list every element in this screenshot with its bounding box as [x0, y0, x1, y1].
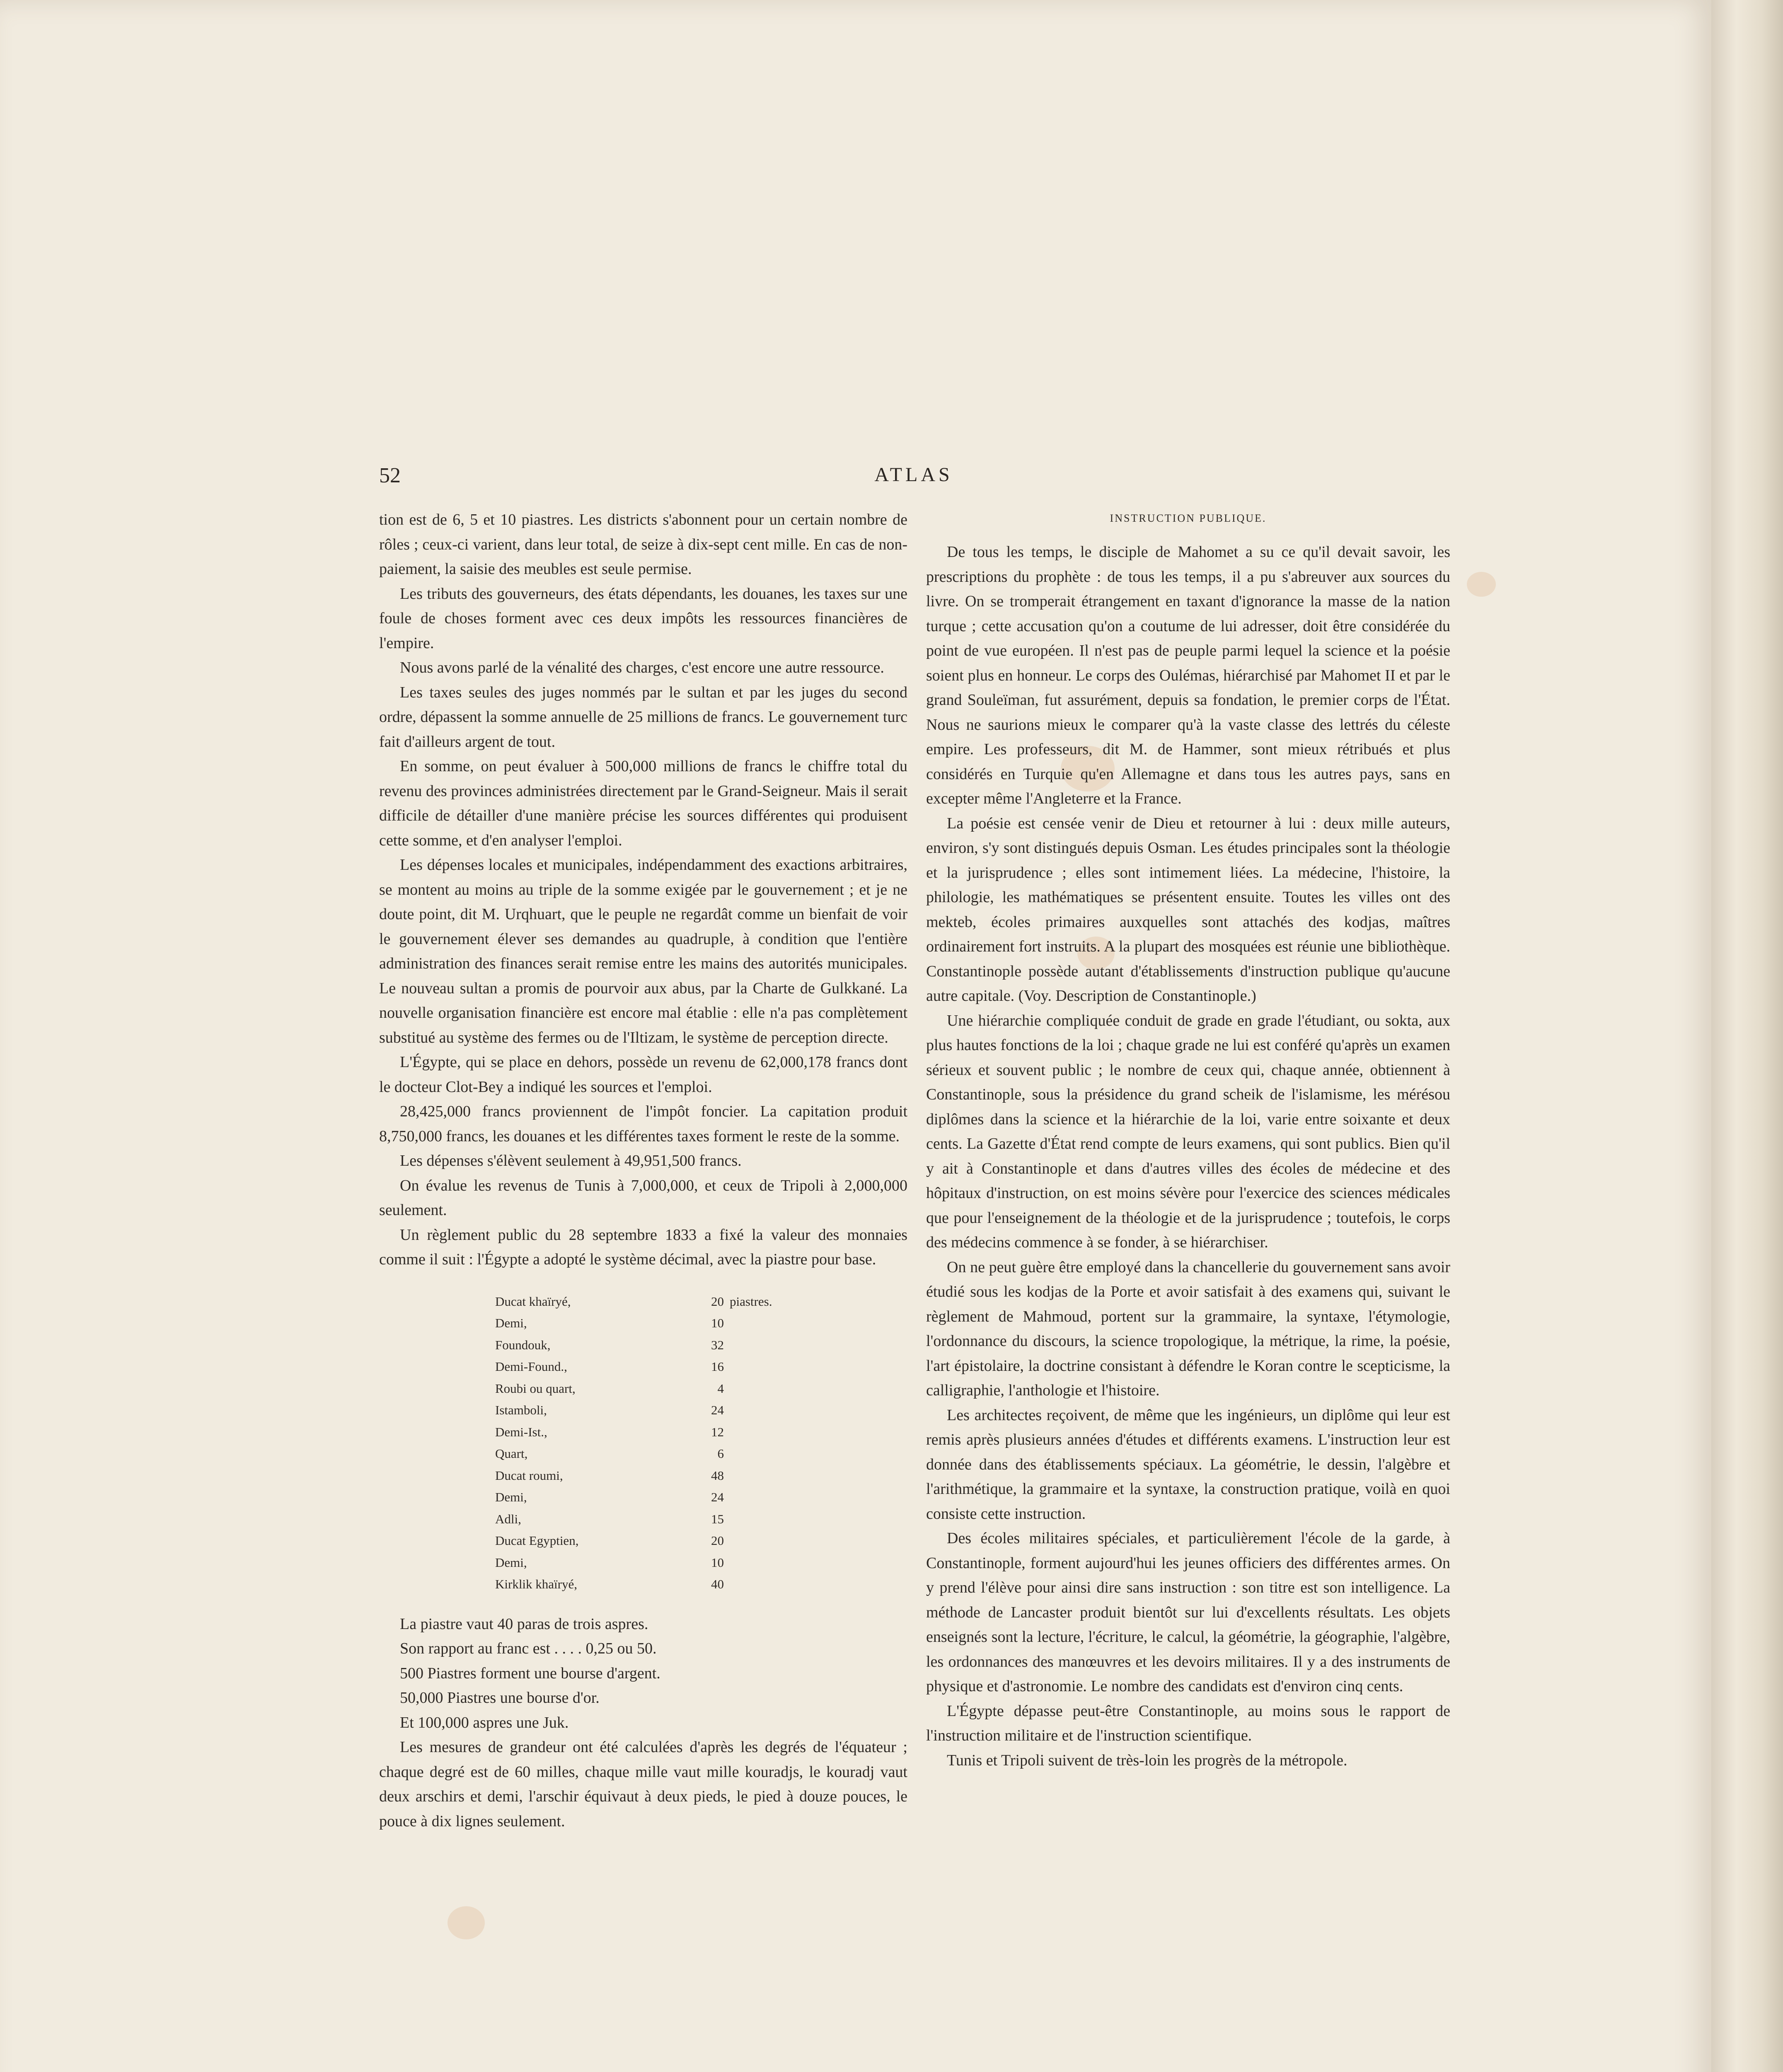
coin-unit	[724, 1399, 772, 1421]
coin-unit	[724, 1356, 772, 1378]
coin-name: Demi,	[495, 1555, 527, 1570]
paragraph: L'Égypte, qui se place en dehors, possède un revenu de 62,000,178 francs dont le docteur Clot-Bey a indiqué les sources et l'emploi.	[379, 1053, 907, 1096]
foxing-stain	[448, 1906, 485, 1939]
coin-value: 40	[711, 1577, 724, 1591]
paragraph: L'Égypte dépasse peut-être Constantinople, au moins sous le rapport de l'instruction militaire et de l'instruction scientifique.	[926, 1702, 1450, 1744]
coin-name: Quart,	[495, 1446, 528, 1461]
paragraph: Tunis et Tripoli suivent de très-loin les progrès de la métropole.	[947, 1751, 1348, 1769]
running-head	[379, 463, 1448, 488]
coin-row	[495, 1573, 772, 1595]
coin-unit	[724, 1573, 772, 1595]
paragraph: Les dépenses locales et municipales, indépendamment des exactions arbitraires, se montent au moins au triple de la somme exigée par le gouvernement ; et je ne doute point, dit M. Urqhuart, que le peuple ne regardât comme un bienfait de voir le gouvernement élever ses demandes au quadruple, à condition que l'entière administration des finances serait remise entre les mains des autorités municipales. Le nouveau sultan a promis de pourvoir aux abus, par la Charte de Gulkkané. La nouvelle organisation financière est encore mal établie : elle n'a pas complètement substitué au système des fermes ou de l'Iltizam, le système de perception directe.	[379, 856, 907, 1046]
paragraph: Les mesures de grandeur ont été calculées d'après les degrés de l'équateur ; chaque degré est de 60 milles, chaque mille vaut mille kouradjs, le kouradj vaut deux arschirs et demi, l'arschir équivaut à deux pieds, le pied à douze pouces, le pouce à dix lignes seulement.	[379, 1738, 907, 1830]
right-column	[926, 508, 1450, 1773]
coin-unit	[724, 1421, 772, 1443]
coin-value: 32	[711, 1337, 724, 1352]
paragraph: La piastre vaut 40 paras de trois aspres.	[400, 1615, 648, 1633]
coin-row	[495, 1530, 772, 1552]
coin-row	[495, 1312, 772, 1334]
paragraph: Nous avons parlé de la vénalité des charges, c'est encore une autre ressource.	[400, 659, 884, 676]
coin-name: Demi-Ist.,	[495, 1424, 547, 1439]
page-number: 52	[379, 464, 401, 487]
coin-row	[495, 1378, 772, 1400]
coin-name: Roubi ou quart,	[495, 1381, 576, 1396]
coin-row	[495, 1356, 772, 1378]
coin-unit	[724, 1552, 772, 1574]
coin-value: 20	[711, 1533, 724, 1548]
coin-unit	[724, 1443, 772, 1465]
coin-row	[495, 1443, 772, 1465]
coin-row	[495, 1552, 772, 1574]
paragraph: Les dépenses s'élèvent seulement à 49,951,500 francs.	[400, 1152, 742, 1169]
coin-table	[495, 1291, 772, 1595]
running-title: ATLAS	[874, 464, 953, 486]
paragraph: Un règlement public du 28 septembre 1833 a fixé la valeur des monnaies comme il suit : l'Égypte a adopté le système décimal, avec la piastre pour base.	[379, 1226, 907, 1268]
coin-value: 4	[717, 1381, 724, 1396]
coin-value: 20	[711, 1294, 724, 1309]
coin-row	[495, 1399, 772, 1421]
page-edge	[1711, 0, 1783, 2072]
paragraph: Des écoles militaires spéciales, et particulièrement l'école de la garde, à Constantinople, forment aujourd'hui les jeunes officiers des différentes armes. On y prend l'élève pour ainsi dire sans instruction : son titre est son intelligence. La méthode de Lancaster produit bientôt sur lui d'excellents résultats. Les objets enseignés sont la lecture, l'écriture, le calcul, la géométrie, la géographie, l'algèbre, les ordonnances des manœuvres et les devoirs militaires. Il y a des instruments de physique et d'astronomie. Le nombre des candidats est d'environ cinq cents.	[926, 1530, 1450, 1695]
coin-value: 48	[711, 1468, 724, 1483]
coin-value: 6	[717, 1446, 724, 1461]
paragraph: On évalue les revenus de Tunis à 7,000,000, et ceux de Tripoli à 2,000,000 seulement.	[379, 1176, 907, 1219]
paragraph: Son rapport au franc est . . . . 0,25 ou 50.	[400, 1640, 657, 1657]
coin-value: 16	[711, 1359, 724, 1374]
left-column	[379, 508, 907, 1834]
paragraph: tion est de 6, 5 et 10 piastres. Les districts s'abonnent pour un certain nombre de rôles ; ceux-ci varient, dans leur total, de seize à dix-sept cent mille. En cas de non-paiement, la saisie des meubles est seule permise.	[379, 511, 907, 578]
coin-name: Demi-Found.,	[495, 1359, 567, 1374]
paragraph: 50,000 Piastres une bourse d'or.	[400, 1689, 600, 1706]
paragraph: De tous les temps, le disciple de Mahomet a su ce qu'il devait savoir, les prescriptions du prophète : de tous les temps, il a pu s'abreuver aux sources du livre. On se tromperait étrangement en taxant d'ignorance la masse de la nation turque ; cette accusation qu'on a coutume de lui adresser, doit être considérée du point de vue européen. Il n'est pas de peuple parmi lequel la science et la poésie soient plus en honneur. Le corps des Oulémas, hiérarchisé par Mahomet II et par le grand Souleïman, fut assurément, depuis sa fondation, le premier corps de l'État. Nous ne saurions mieux le comparer qu'à la vaste classe des lettrés du céleste empire. Les professeurs, dit M. de Hammer, sont mieux rétribués et plus considérés en Turquie qu'en Allemagne et dans tous les autres pays, sans en excepter même l'Angleterre et la France.	[926, 543, 1450, 807]
foxing-stain	[1467, 572, 1496, 597]
coin-value: 12	[711, 1424, 724, 1439]
coin-name: Ducat roumi,	[495, 1468, 563, 1483]
paragraph: Les architectes reçoivent, de même que les ingénieurs, un diplôme qui leur est remis après plusieurs années d'études et différents examens. L'instruction leur est donnée dans des établissements spéciaux. La géométrie, le dessin, l'algèbre et l'arithmétique, la grammaire et la syntaxe, la construction pratique, voilà en quoi consiste cette instruction.	[926, 1406, 1450, 1523]
coin-row	[495, 1421, 772, 1443]
paragraph: On ne peut guère être employé dans la chancellerie du gouvernement sans avoir étudié sous les kodjas de la Porte et avoir satisfait à des examens qui, suivant le règlement de Mahmoud, portent sur la grammaire, la syntaxe, l'étymologie, l'ordonnance du discours, la science tropologique, la métrique, la rime, la poésie, l'art épistolaire, la doctrine consistant à défendre le Koran contre le scepticisme, la calligraphie, l'anthologie et l'histoire.	[926, 1258, 1450, 1399]
coin-name: Demi,	[495, 1316, 527, 1330]
coin-name: Demi,	[495, 1490, 527, 1504]
coin-value: 10	[711, 1555, 724, 1570]
paragraph: La poésie est censée venir de Dieu et retourner à lui : deux mille auteurs, environ, s'y sont distingués depuis Osman. Les études principales sont la théologie et la jurisprudence ; elles sont intimement liées. La médecine, l'histoire, la philologie, les mathématiques se présentent ensuite. Toutes les villes ont des mekteb, écoles primaires auxquelles sont attachés des kodjas, maîtres ordinairement fort instruits. A la plupart des mosquées est réunie une bibliothèque. Constantinople possède autant d'établissements d'instruction publique qu'aucune autre capitale. (Voy. Description de Constantinople.)	[926, 814, 1450, 1005]
coin-value: 24	[711, 1490, 724, 1504]
paragraph: Les tributs des gouverneurs, des états dépendants, les douanes, les taxes sur une foule de choses forment avec ces deux impôts les ressources financières de l'empire.	[379, 585, 907, 652]
coin-value: 15	[711, 1511, 724, 1526]
coin-unit	[724, 1508, 772, 1530]
coin-name: Foundouk,	[495, 1337, 551, 1352]
paragraph: 28,425,000 francs proviennent de l'impôt foncier. La capitation produit 8,750,000 francs, les douanes et les différentes taxes forment le reste de la somme.	[379, 1103, 907, 1145]
coin-row	[495, 1291, 772, 1313]
paragraph: Et 100,000 aspres une Juk.	[400, 1714, 569, 1731]
coin-unit	[724, 1334, 772, 1356]
coin-name: Ducat Egyptien,	[495, 1533, 579, 1548]
coin-name: Ducat khaïryé,	[495, 1294, 571, 1309]
coin-unit	[724, 1486, 772, 1508]
coin-unit	[724, 1530, 772, 1552]
coin-value: 24	[711, 1403, 724, 1417]
coin-name: Adli,	[495, 1511, 521, 1526]
paragraph: Une hiérarchie compliquée conduit de grade en grade l'étudiant, ou sokta, aux plus hautes fonctions de la loi ; chaque grade ne lui est conféré qu'après un examen sérieux et souvent public ; le nombre de ceux qui, chaque année, obtiennent à Constantinople, sous la présidence du grand scheik de l'islamisme, les mérésou diplômes dans la science et la hiérarchie de la loi, varie entre soixante et deux cents. La Gazette d'État rend compte de leurs examens, qui sont publics. Bien qu'il y ait à Constantinople et dans d'autres villes des écoles de médecine et des hôpitaux d'instruction, on est moins sévère pour l'exercice des sciences médicales que pour l'enseignement de la théologie et de la jurisprudence ; toutefois, le corps des médecins commence à se fonder, à se hiérarchiser.	[926, 1012, 1450, 1251]
coin-row	[495, 1486, 772, 1508]
coin-value: 10	[711, 1316, 724, 1330]
coin-name: Kirklik khaïryé,	[495, 1577, 578, 1591]
paragraph: En somme, on peut évaluer à 500,000 millions de francs le chiffre total du revenu des provinces administrées directement par le Grand-Seigneur. Mais il serait difficile de détailler d'une manière précise les sources différentes qui produisent cette somme, et d'en analyser l'emploi.	[379, 758, 907, 849]
coin-row	[495, 1508, 772, 1530]
coin-unit: piastres.	[730, 1294, 772, 1309]
paragraph: 500 Piastres forment une bourse d'argent.	[400, 1664, 660, 1682]
coin-name: Istamboli,	[495, 1403, 547, 1417]
paragraph: Les taxes seules des juges nommés par le sultan et par les juges du second ordre, dépassent la somme annuelle de 25 millions de francs. Le gouvernement turc fait d'ailleurs argent de tout.	[379, 683, 907, 750]
coin-unit	[724, 1312, 772, 1334]
coin-row	[495, 1334, 772, 1356]
coin-unit	[724, 1378, 772, 1400]
section-title: INSTRUCTION PUBLIQUE.	[1110, 512, 1267, 524]
coin-row	[495, 1465, 772, 1487]
coin-unit	[724, 1465, 772, 1487]
